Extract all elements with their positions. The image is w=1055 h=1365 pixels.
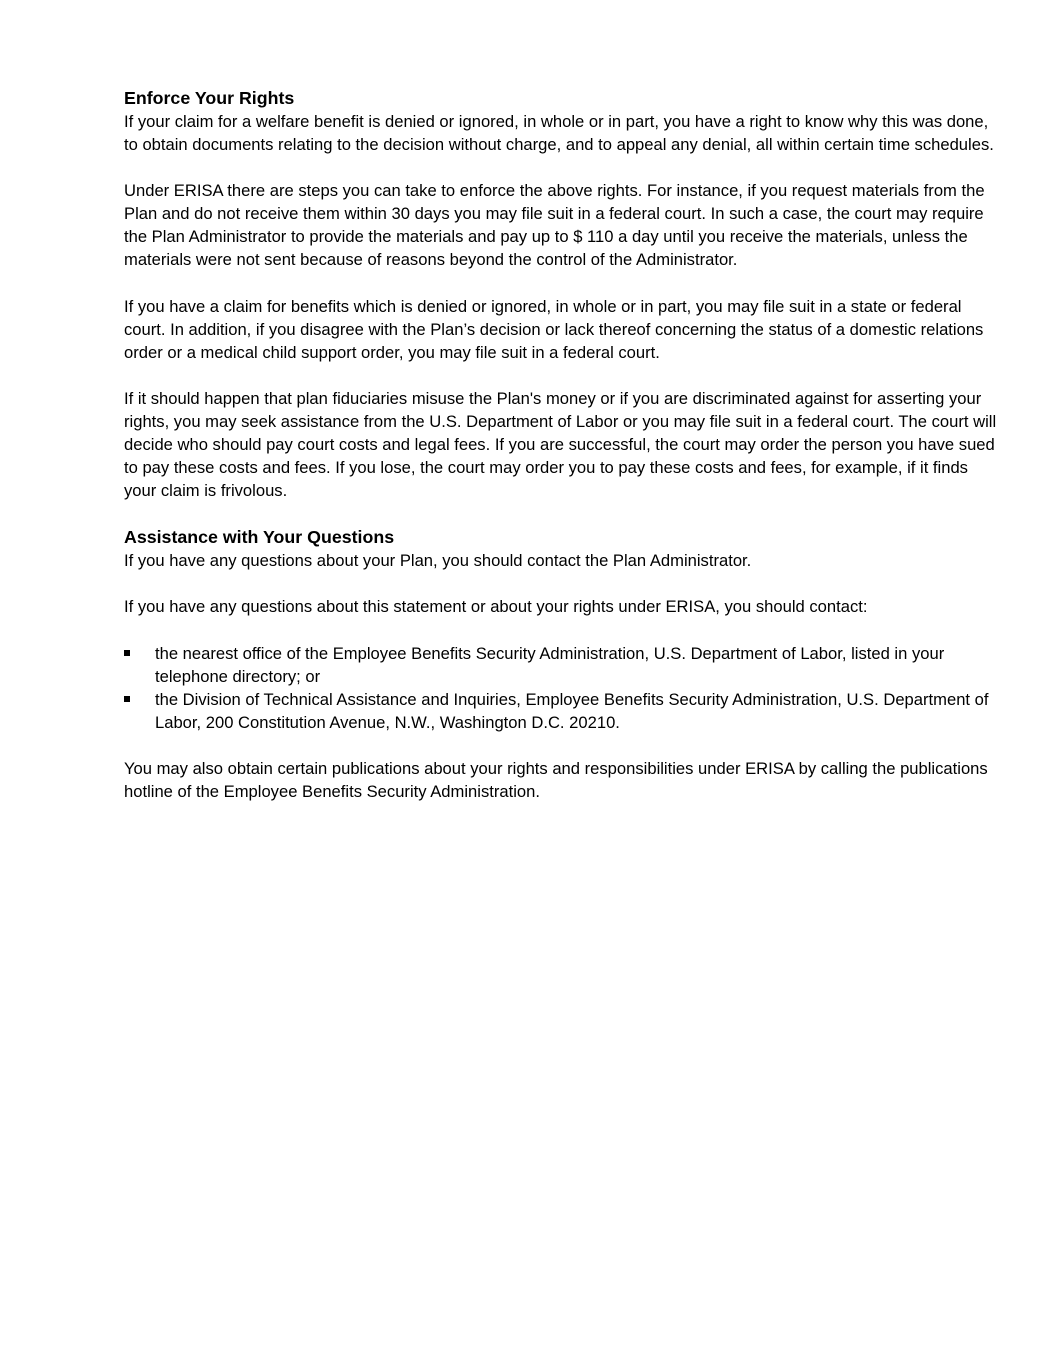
paragraph-erisa-steps: Under ERISA there are steps you can take to enforce the above rights. For instance, if you request materials from the Plan and do not receive them within 30 days you may file suit in a federal court. In such a case, the court may require the Plan Administrator to provide the materials and pay up to $ 110 a day until you receive the materials, unless the materials were not sent because of reasons beyond the control of the Administrator. [124, 181, 985, 270]
list-item-text: the nearest office of the Employee Benefits Security Administration, U.S. Department of Labor, listed in your telephone directory; or [155, 643, 945, 686]
paragraph-contact-intro: If you have any questions about this statement or about your rights under ERISA, you should contact: [124, 597, 868, 617]
paragraph-file-suit: If you have a claim for benefits which is denied or ignored, in whole or in part, you may file suit in a state or federal court. In addition, if you disagree with the Plan’s decision or lack thereof concerning the status of a domestic relations order or a medical child support order, you may file suit in a federal court. [124, 296, 984, 362]
section-heading-enforce-rights: Enforce Your Rights [124, 88, 295, 108]
list-item-text: the Division of Technical Assistance and Inquiries, Employee Benefits Security Administration, U.S. Department of Labor, 200 Constitution Avenue, N.W., Washington D.C. 20210. [155, 689, 989, 732]
list-item [124, 688, 1004, 734]
paragraph-contact-plan-admin: If you have any questions about your Plan, you should contact the Plan Administrator. [124, 551, 752, 571]
contact-bullet-list [124, 642, 1004, 734]
paragraph-claim-denied: If your claim for a welfare benefit is denied or ignored, in whole or in part, you have a right to know why this was done, to obtain documents relating to the decision without charge, and to appeal any denial, all within certain time schedules. [124, 112, 994, 155]
list-item [124, 642, 1004, 688]
document-page [124, 86, 1004, 826]
square-bullet-icon [124, 696, 130, 702]
square-bullet-icon [124, 650, 130, 656]
section-heading-assistance: Assistance with Your Questions [124, 527, 395, 548]
paragraph-publications-hotline: You may also obtain certain publications about your rights and responsibilities under ERISA by calling the publications hotline of the Employee Benefits Security Administration. [124, 758, 988, 801]
paragraph-fiduciaries-misuse: If it should happen that plan fiduciaries misuse the Plan's money or if you are discriminated against for asserting your rights, you may seek assistance from the U.S. Department of Labor or you may file suit in a federal court. The court will decide who should pay court costs and legal fees. If you are successful, the court may order the person you have sued to pay these costs and fees. If you lose, the court may order you to pay these costs and fees, for example, if it finds your claim is frivolous. [124, 388, 997, 501]
